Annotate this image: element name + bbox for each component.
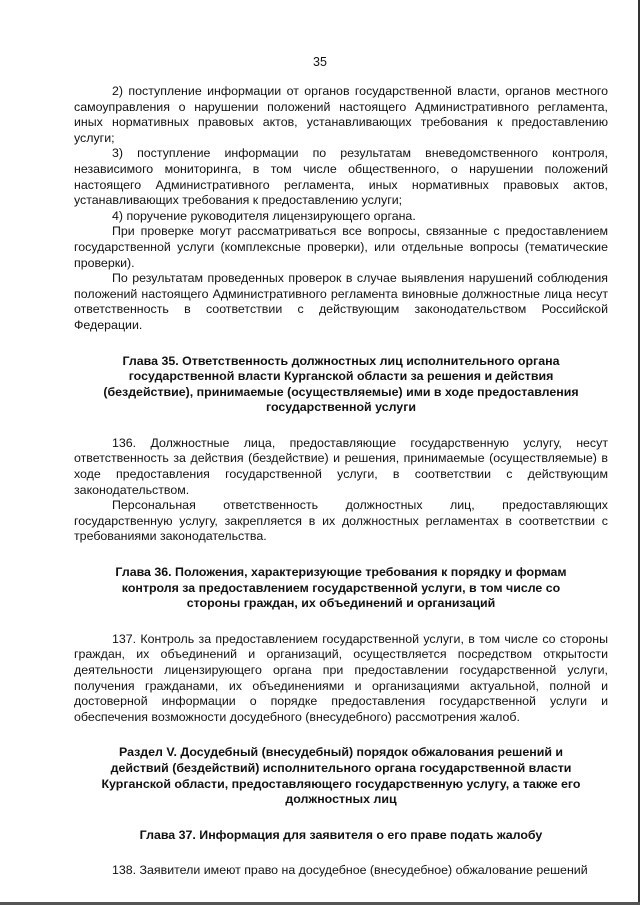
paragraph: 2) поступление информации от органов государственной власти, органов местного самоуправления о нарушении положений настоящего Административного регламента, иных нормативных правовых актов, устанавливающих требования к предоставлению услуги; [74, 84, 608, 145]
paragraph: 138. Заявители имеют право на досудебное (внесудебное) обжалование решений [112, 863, 588, 878]
paragraph: 137. Контроль за предоставлением государственной услуги, в том числе со стороны граждан, их объединений и организаций, осуществляется посредством открытости деятельности лицензирующего органа при предоставлении государственной услуги, получения гражданами, их объединениями и организациями актуальной, полной и достоверной информации о порядке предоставления государственной услуги и обеспечения возможности досудебного (внесудебного) рассмотрения жалоб. [74, 631, 608, 724]
paragraph: 4) поручение руководителя лицензирующего органа. [112, 208, 416, 223]
section-5-heading: Раздел V. Досудебный (внесудебный) порядок обжалования решений и действий (бездействий) исполнительного органа государственной власти Курганской области, предоставляющего государственную услугу, а также его должностных лиц [101, 745, 581, 807]
page-number: 35 [313, 55, 327, 69]
chapter-36-heading: Глава 36. Положения, характеризующие требования к порядку и формам контроля за предоставлением государственной услуги, в том числе со стороны граждан, их объединений и организаций [115, 565, 567, 611]
paragraph: 3) поступление информации по результатам вневедомственного контроля, независимого мониторинга, в том числе общественного, о нарушении положений настоящего Административного регламента, иных нормативных правовых актов, устанавливающих требования к предоставлению услуги; [74, 146, 608, 208]
paragraph: Персональная ответственность должностных лиц, предоставляющих государственную услугу, закрепляется в их должностных регламентах в соответствии с требованиями законодательства. [74, 498, 608, 544]
paragraph: По результатам проведенных проверок в случае выявления нарушений соблюдения положений настоящего Административного регламента виновные должностные лица несут ответственность в соответствии с действующим законодательством Российской Федерации. [74, 271, 608, 332]
page-content [74, 84, 608, 879]
chapter-37-heading: Глава 37. Информация для заявителя о его праве подать жалобу [139, 827, 543, 842]
paragraph: При проверке могут рассматриваться все вопросы, связанные с предоставлением государственной услуги (комплексные проверки), или отдельные вопросы (тематические проверки). [74, 224, 608, 270]
chapter-35-heading: Глава 35. Ответственность должностных лиц исполнительного органа государственной власти Курганской области за решения и действия (бездействие), принимаемые (осуществляемые) ими в ходе предоставления государственной услуги [103, 353, 579, 415]
paragraph: 136. Должностные лица, предоставляющие государственную услугу, несут ответственность за действия (бездействие) и решения, принимаемые (осуществляемые) в ходе предоставления государственной услуги, в соответствии с действующим законодательством. [74, 435, 608, 497]
